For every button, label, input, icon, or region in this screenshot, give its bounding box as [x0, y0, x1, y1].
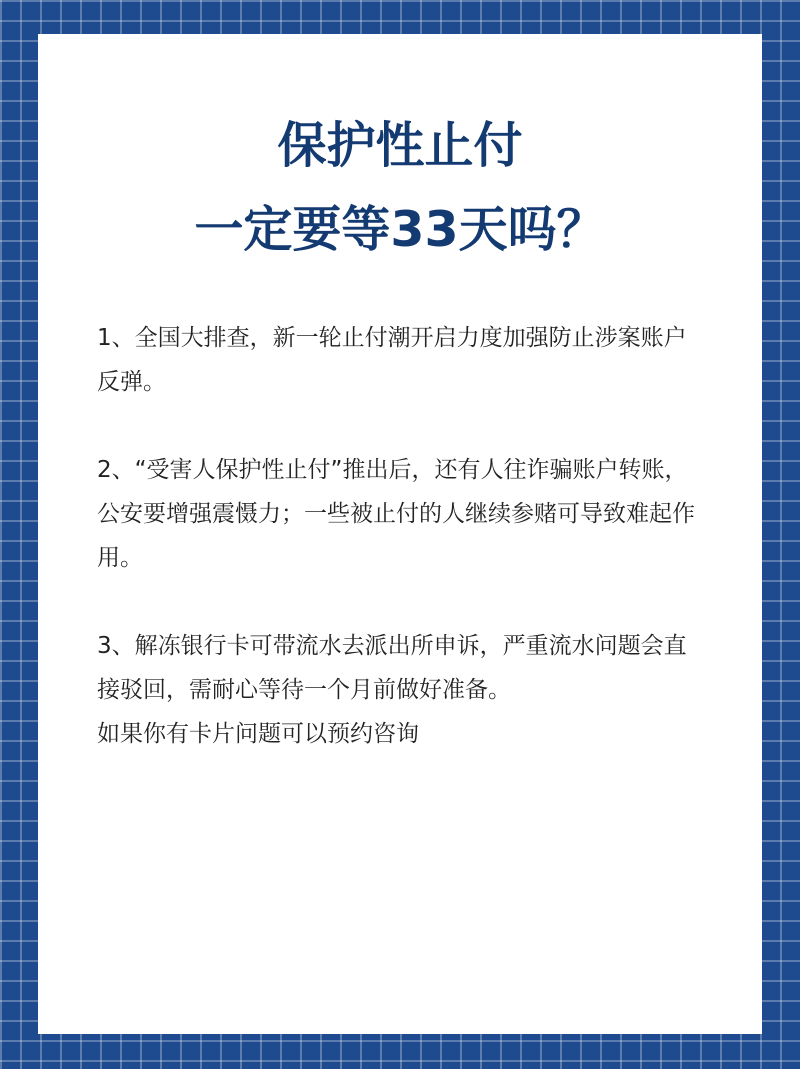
article-body: [97, 316, 707, 756]
closing-line: 如果你有卡片问题可以预约咨询: [97, 721, 419, 747]
title-line-1: 保护性止付: [277, 117, 523, 174]
paragraph-2: 2、“受害人保护性止付”推出后，还有人往诈骗账户转账，公安要增强震慑力；一些被止付的人继续参赌可导致难起作用。: [97, 457, 695, 571]
page-title: [38, 34, 762, 272]
title-line-2: 一定要等33天吗？: [194, 201, 606, 258]
content-card: [38, 34, 762, 1034]
paragraph-3: 3、解冻银行卡可带流水去派出所申诉，严重流水问题会直接驳回，需耐心等待一个月前做好准备。: [97, 633, 687, 703]
paragraph-1: 1、全国大排查，新一轮止付潮开启力度加强防止涉案账户反弹。: [97, 325, 687, 395]
